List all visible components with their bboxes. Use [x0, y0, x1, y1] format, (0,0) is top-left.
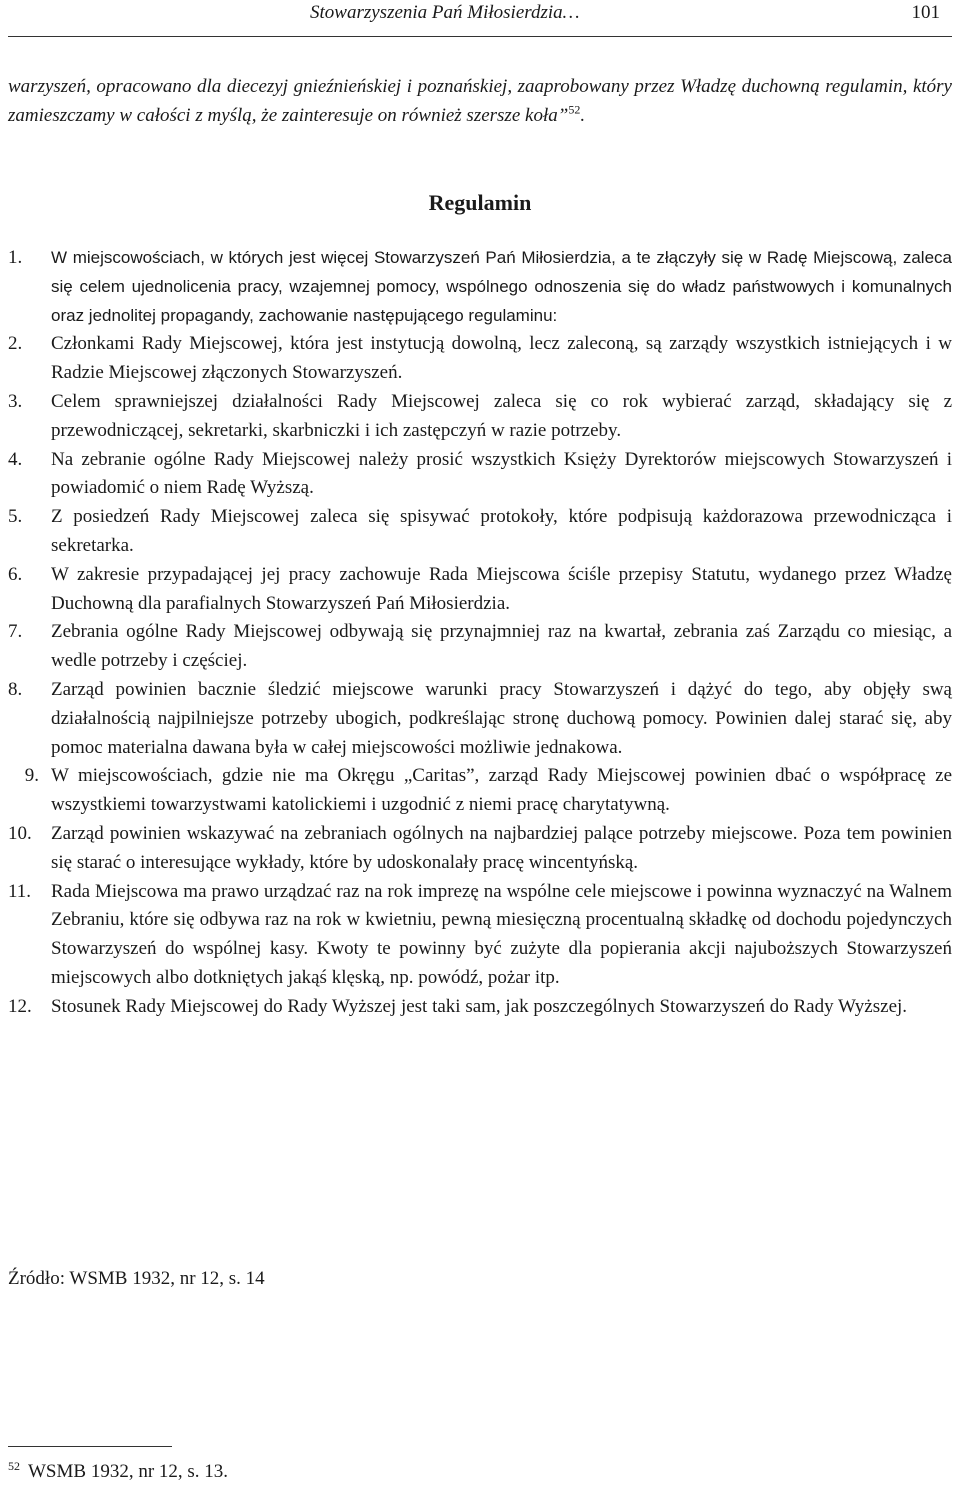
rule-item — [8, 618, 952, 676]
page-number: 101 — [911, 2, 940, 23]
rule-item — [8, 762, 952, 820]
rule-text: Zebrania ogólne Rady Miejscowej odbywają się przynajmniej raz na kwartał, zebrania zaś Zarządu co miesiąc, a wedle potrzeby i częściej. — [51, 621, 952, 672]
rule-text: Członkami Rady Miejscowej, która jest instytucją dowolną, lecz zaleconą, są zarządy wszystkich istniejących i w Radzie Miejscowej złączonych Stowarzyszeń. — [51, 333, 952, 384]
footnote-reference[interactable]: 52 — [568, 102, 581, 117]
running-title: Stowarzyszenia Pań Miłosierdzia… — [310, 2, 580, 23]
rule-text: Na zebranie ogólne Rady Miejscowej należy prosić wszystkich Księży Dyrektorów miejscowych Stowarzyszeń i powiadomić o niem Radę Wyższą. — [51, 448, 952, 499]
rule-number: 8. — [8, 678, 23, 700]
intro-paragraph: warzyszeń, opracowano dla diecezyj gnieźnieńskiej i poznańskiej, zaaprobowany przez Władzę duchowną regulamin, który zamieszczamy w całości z myślą, że zainteresuje on również szersze koła”$^{52}$. — [8, 76, 952, 126]
rule-number: 11. — [8, 880, 32, 902]
footnote — [8, 1459, 952, 1485]
rule-text: Zarząd powinien wskazywać na zebraniach ogólnych na najbardziej palące potrzeby miejscowe. Poza tem powinien się starać o interesujące wykłady, które by udoskonalały pracę wincentyńską. — [51, 822, 952, 873]
rule-number: 1. — [8, 247, 23, 268]
running-header — [8, 0, 952, 32]
rule-item — [8, 561, 952, 619]
footnote-number: 52 — [8, 1458, 20, 1473]
rule-item — [8, 446, 952, 504]
source-citation: Źródło: WSMB 1932, nr 12, s. 14 — [8, 1268, 265, 1289]
rule-number: 2. — [8, 333, 23, 355]
rule-item — [8, 503, 952, 561]
rule-number: 3. — [8, 390, 23, 412]
rule-text: Celem sprawniejszej działalności Rady Miejscowej zaleca się co rok wybierać zarząd, składający się z przewodniczącej, sekretarki, skarbniczki i ich zastępczyń w razie potrzeby. — [51, 390, 952, 441]
rule-number: 10. — [8, 822, 32, 844]
rule-text: W zakresie przypadającej jej pracy zachowuje Rada Miejscowa ściśle przepisy Statutu, wydanego przez Władzę Duchowną dla parafialnych Stowarzyszeń Pań Miłosierdzia. — [51, 563, 952, 614]
rule-number: 6. — [8, 563, 23, 585]
rule-text: Stosunek Rady Miejscowej do Rady Wyższej jest taki sam, jak poszczególnych Stowarzyszeń do Rady Wyższej. — [51, 995, 908, 1017]
intro-tail: . — [580, 105, 586, 126]
rule-text: Rada Miejscowa ma prawo urządzać raz na rok imprezę na wspólne cele miejscowe i powinna wyznaczyć na Walnem Zebraniu, które się odbywa raz na rok w kwietniu, pewną miesięczną procentualną składkę od dochodu pojedynczych Stowarzyszeń do wspólnej kasy. Kwoty te powinny być zużyte dla popierania akcji najuboższych Stowarzyszeń miejscowych albo dotkniętych jakąś klęską, np. powódź, pożar itp. — [51, 880, 952, 988]
rule-item — [8, 330, 952, 388]
header-divider — [8, 36, 952, 37]
rule-text: W miejscowościach, gdzie nie ma Okręgu „Caritas”, zarząd Rady Miejscowej powinien dbać o współpracę ze wszystkiemi towarzystwami katolickiemi i uzgodnić z niemi pracę charytatywną. — [51, 765, 952, 816]
rule-number: 7. — [8, 621, 23, 643]
section-title: Regulamin — [428, 190, 532, 215]
rule-item — [8, 244, 952, 330]
rule-number: 12. — [8, 995, 32, 1017]
rule-item — [8, 993, 952, 1022]
footnote-text: WSMB 1932, nr 12, s. 13. — [28, 1461, 229, 1482]
intro-text: warzyszeń, opracowano dla diecezyj gnieźnieńskiej i poznańskiej, zaaprobowany przez Władzę duchowną regulamin, który zamieszczamy w całości z myślą, że zainteresuje on również szersze koła — [8, 76, 952, 126]
rule-number: 4. — [8, 448, 23, 470]
rule-item — [8, 388, 952, 446]
rule-item — [8, 878, 952, 993]
rules-list — [8, 244, 952, 1022]
rule-text: Z posiedzeń Rady Miejscowej zaleca się spisywać protokoły, które podpisują każdorazowa przewodnicząca i sekretarka. — [51, 506, 952, 556]
rule-number: 5. — [8, 506, 23, 528]
rule-item — [8, 676, 952, 762]
rule-number: 9. — [24, 765, 39, 787]
rule-text: W miejscowościach, w których jest więcej Stowarzyszeń Pań Miłosierdzia, a te złączyły się w Radę Miejscową, zaleca się celem ujednolicenia pracy, wzajemnej pomocy, wspólnego odnoszenia się do władz państwowych i komunalnych oraz jednolitej propagandy, zachowanie następującego regulaminu: — [51, 248, 952, 325]
rule-text: Zarząd powinien bacznie śledzić miejscowe warunki pracy Stowarzyszeń i dążyć do tego, aby objęły swą działalnością najpilniejsze potrzeby ubogich, podkreślając stronę duchową pomocy. Powinien dalej starać się, aby pomoc materialna dawana była w całej miejscowości możliwie jednakowa. — [51, 678, 952, 758]
footnote-divider — [8, 1446, 172, 1447]
rule-item — [8, 820, 952, 878]
